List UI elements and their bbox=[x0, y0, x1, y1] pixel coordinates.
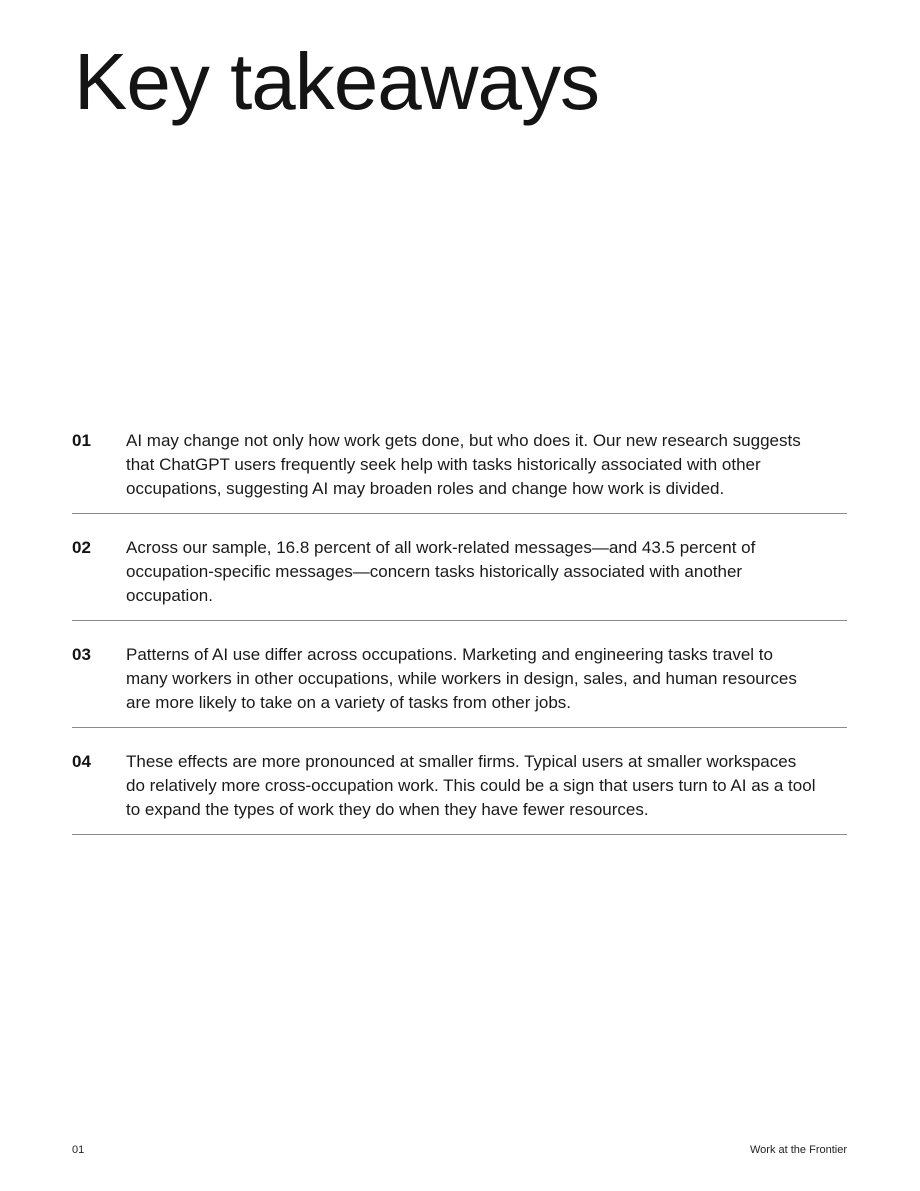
takeaway-text: These effects are more pronounced at smaller firms. Typical users at smaller workspaces do relatively more cross-occupation work. This could be a sign that users turn to AI as a tool to expand the types of work they do when they have fewer resources. bbox=[126, 752, 816, 819]
takeaway-text: Across our sample, 16.8 percent of all work-related messages—and 43.5 percent of occupation-specific messages—concern tasks historically associated with another occupation. bbox=[126, 538, 756, 605]
takeaway-item bbox=[72, 514, 847, 621]
takeaways-list bbox=[72, 420, 847, 835]
takeaway-item bbox=[72, 728, 847, 835]
takeaway-text: AI may change not only how work gets done, but who does it. Our new research suggests that ChatGPT users frequently seek help with tasks historically associated with other occupations, suggesting AI may broaden roles and change how work is divided. bbox=[126, 431, 801, 498]
footer-publication-title: Work at the Frontier bbox=[750, 1144, 847, 1156]
takeaway-text: Patterns of AI use differ across occupations. Marketing and engineering tasks travel to many workers in other occupations, while workers in design, sales, and human resources are more likely to take on a variety of tasks from other jobs. bbox=[126, 645, 797, 712]
takeaway-number: 02 bbox=[72, 538, 91, 557]
page-title: Key takeaways bbox=[74, 37, 600, 126]
takeaway-number: 03 bbox=[72, 645, 91, 664]
takeaway-number: 01 bbox=[72, 431, 91, 450]
takeaway-item bbox=[72, 420, 847, 514]
footer-page-number: 01 bbox=[72, 1144, 85, 1156]
takeaway-number: 04 bbox=[72, 752, 91, 771]
takeaway-item bbox=[72, 621, 847, 728]
